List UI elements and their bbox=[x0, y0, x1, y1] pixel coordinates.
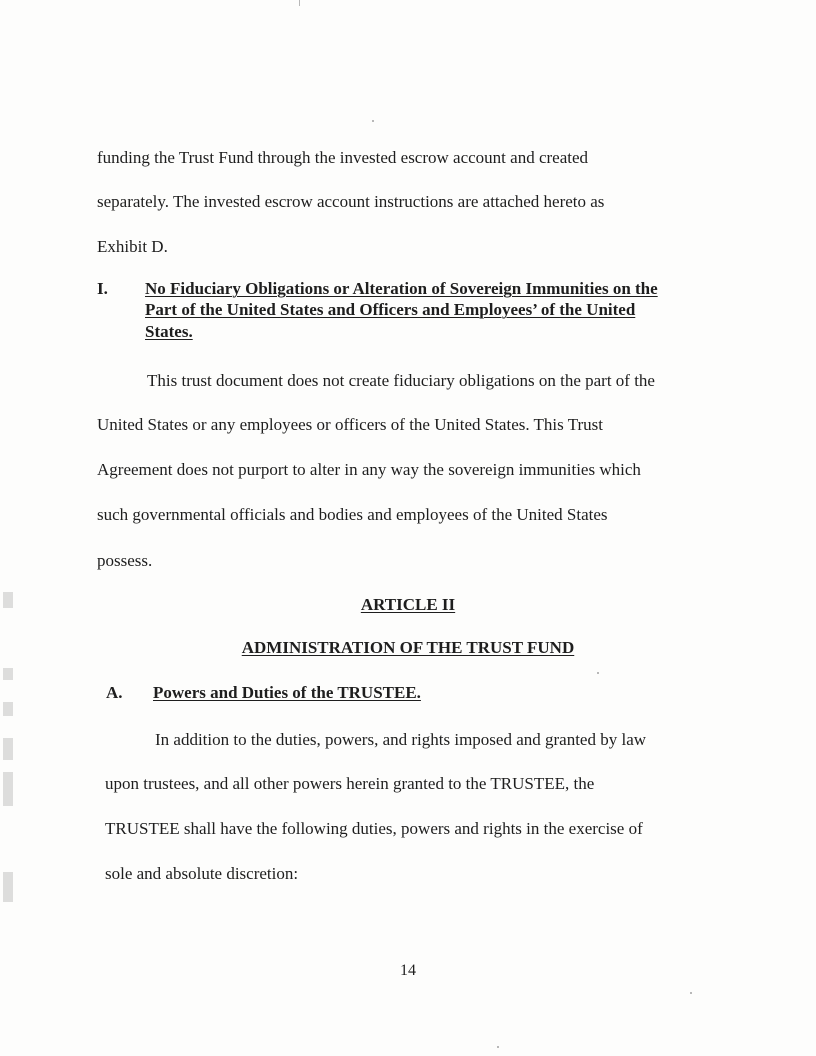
scan-speck bbox=[372, 120, 374, 122]
section-i-marker: I. bbox=[97, 279, 108, 298]
scan-speck bbox=[690, 992, 692, 994]
scan-speck bbox=[597, 672, 599, 674]
paragraph-line: Exhibit D. bbox=[97, 237, 168, 256]
section-i-title-line: Part of the United States and Officers and Employees’ of the United bbox=[145, 300, 636, 319]
section-i-body-line: Agreement does not purport to alter in any way the sovereign immunities which bbox=[97, 460, 641, 479]
paragraph-line: separately. The invested escrow account instructions are attached hereto as bbox=[97, 192, 605, 211]
scan-speck bbox=[497, 1046, 499, 1048]
section-i-title-line: States. bbox=[145, 322, 193, 341]
section-i-body-line: United States or any employees or officers of the United States. This Trust bbox=[97, 415, 603, 434]
scan-speck bbox=[299, 0, 300, 6]
article-label bbox=[0, 595, 816, 615]
margin-scan-mark bbox=[3, 738, 13, 760]
margin-scan-mark bbox=[3, 872, 13, 902]
section-a-marker: A. bbox=[106, 683, 123, 702]
section-a-body-line: In addition to the duties, powers, and rights imposed and granted by law bbox=[155, 730, 647, 749]
section-i-body-line: such governmental officials and bodies and employees of the United States bbox=[97, 505, 608, 524]
section-a-body-line: sole and absolute discretion: bbox=[105, 864, 299, 883]
page-number: 14 bbox=[400, 962, 416, 979]
section-i-title-line: No Fiduciary Obligations or Alteration of Sovereign Immunities on the bbox=[145, 279, 658, 298]
margin-scan-mark bbox=[3, 668, 13, 680]
margin-scan-mark bbox=[3, 592, 13, 608]
article-label-text: ARTICLE II bbox=[360, 595, 456, 614]
section-a-body-line: upon trustees, and all other powers herein granted to the TRUSTEE, the bbox=[105, 774, 595, 793]
article-title bbox=[0, 638, 816, 658]
article-title-text: ADMINISTRATION OF THE TRUST FUND bbox=[241, 638, 575, 657]
margin-scan-mark bbox=[3, 702, 13, 716]
section-i-body-line: possess. bbox=[97, 551, 153, 570]
section-a-body-line: TRUSTEE shall have the following duties, powers and rights in the exercise of bbox=[105, 819, 643, 838]
section-i-body-line: This trust document does not create fiduciary obligations on the part of the bbox=[147, 371, 655, 390]
paragraph-line: funding the Trust Fund through the invested escrow account and created bbox=[97, 148, 589, 167]
section-a-title: Powers and Duties of the TRUSTEE. bbox=[153, 683, 421, 702]
margin-scan-mark bbox=[3, 772, 13, 806]
